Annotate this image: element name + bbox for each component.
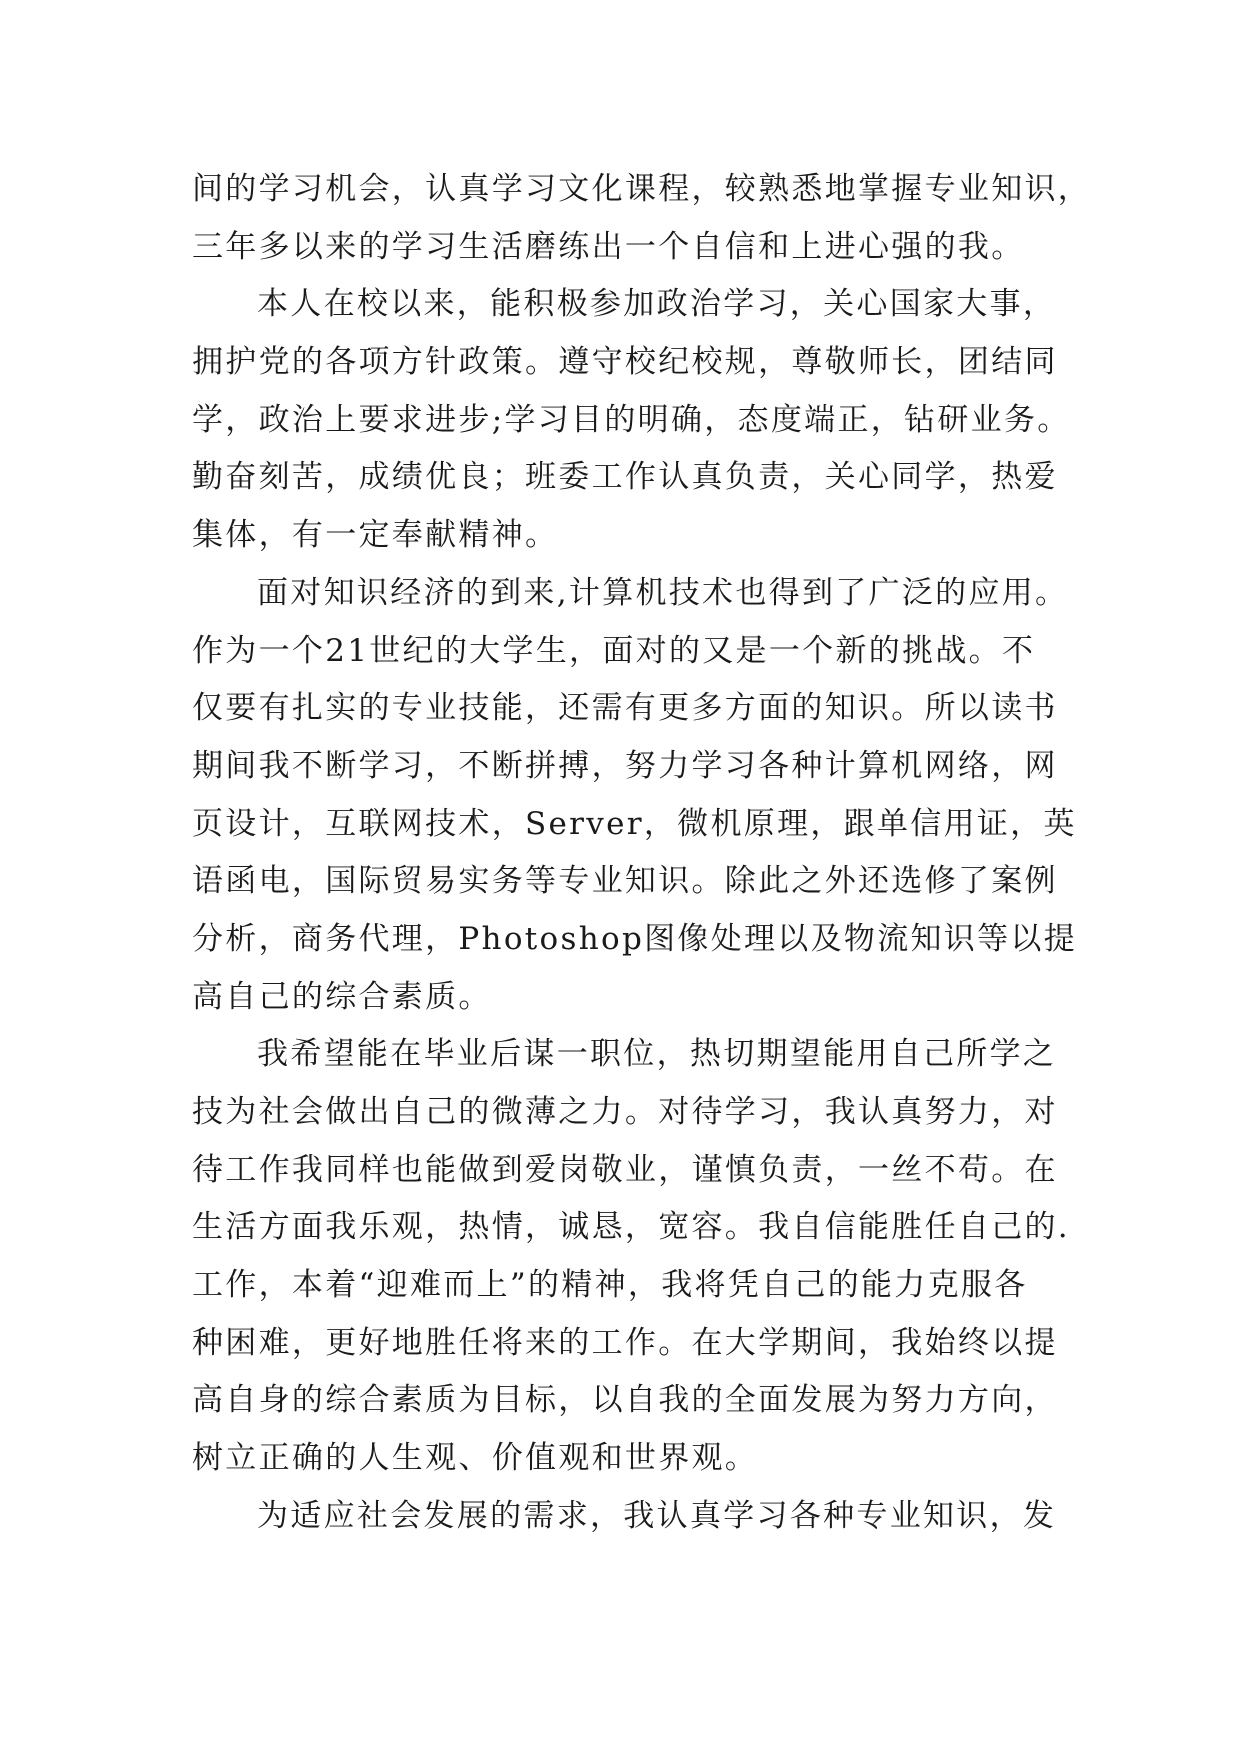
text-line: 学，政治上要求进步;学习目的明确，态度端正，钻研业务。 xyxy=(192,401,1071,438)
text-line: 拥护党的各项方针政策。遵守校纪校规，尊敬师长，团结同 xyxy=(192,344,1058,381)
text-line: 种困难，更好地胜任将来的工作。在大学期间，我始终以提 xyxy=(192,1324,1058,1361)
paragraph xyxy=(192,565,1077,1027)
text-line: 集体，有一定奉献精神。 xyxy=(192,517,559,554)
text-line: 技为社会做出自己的微薄之力。对待学习，我认真努力，对 xyxy=(192,1094,1058,1130)
text-line: 待工作我同样也能做到爱岗敬业，谨慎负责，一丝不苟。在 xyxy=(192,1151,1058,1188)
text-line: 语函电，国际贸易实务等专业知识。除此之外还选修了案例 xyxy=(192,863,1058,900)
text-line: 高自己的综合素质。 xyxy=(192,978,492,1015)
text-line: 高自身的综合素质为目标，以自我的全面发展为努力方向， xyxy=(192,1382,1058,1419)
text-line: 间的学习机会，认真学习文化课程，较熟悉地掌握专业知识， xyxy=(192,171,1092,207)
text-line: 我希望能在毕业后谋一职位，热切期望能用自己所学之 xyxy=(257,1036,1057,1073)
text-line: 本人在校以来，能积极参加政治学习，关心国家大事， xyxy=(257,286,1057,323)
text-line: 作为一个21世纪的大学生，面对的又是一个新的挑战。不 xyxy=(192,632,1036,669)
text-line: 勤奋刻苦，成绩优良；班委工作认真负责，关心同学，热爱 xyxy=(192,459,1058,496)
paragraph xyxy=(192,161,1092,276)
text-line: 工作，本着“迎难而上”的精神，我将凭自己的能力克服各 xyxy=(192,1267,1028,1304)
document-body xyxy=(192,161,1092,1546)
paragraph xyxy=(192,1026,1072,1488)
text-line: 页设计，互联网技术，Server，微机原理，跟单信用证，英 xyxy=(192,805,1077,842)
text-line: 三年多以来的学习生活磨练出一个自信和上进心强的我。 xyxy=(192,228,1025,265)
text-line: 分析，商务代理，Photoshop图像处理以及物流知识等以提 xyxy=(192,920,1077,957)
text-line: 树立正确的人生观、价值观和世界观。 xyxy=(192,1440,759,1477)
text-line: 生活方面我乐观，热情，诚恳，宽容。我自信能胜任自己的. xyxy=(192,1209,1070,1246)
text-line: 期间我不断学习，不断拼搏，努力学习各种计算机网络，网 xyxy=(192,747,1058,784)
text-line: 为适应社会发展的需求，我认真学习各种专业知识，发 xyxy=(257,1497,1057,1534)
text-line: 仅要有扎实的专业技能，还需有更多方面的知识。所以读书 xyxy=(192,690,1058,727)
text-line: 面对知识经济的到来,计算机技术也得到了广泛的应用。 xyxy=(257,574,1069,611)
paragraph xyxy=(192,1488,1072,1546)
paragraph xyxy=(192,276,1072,564)
